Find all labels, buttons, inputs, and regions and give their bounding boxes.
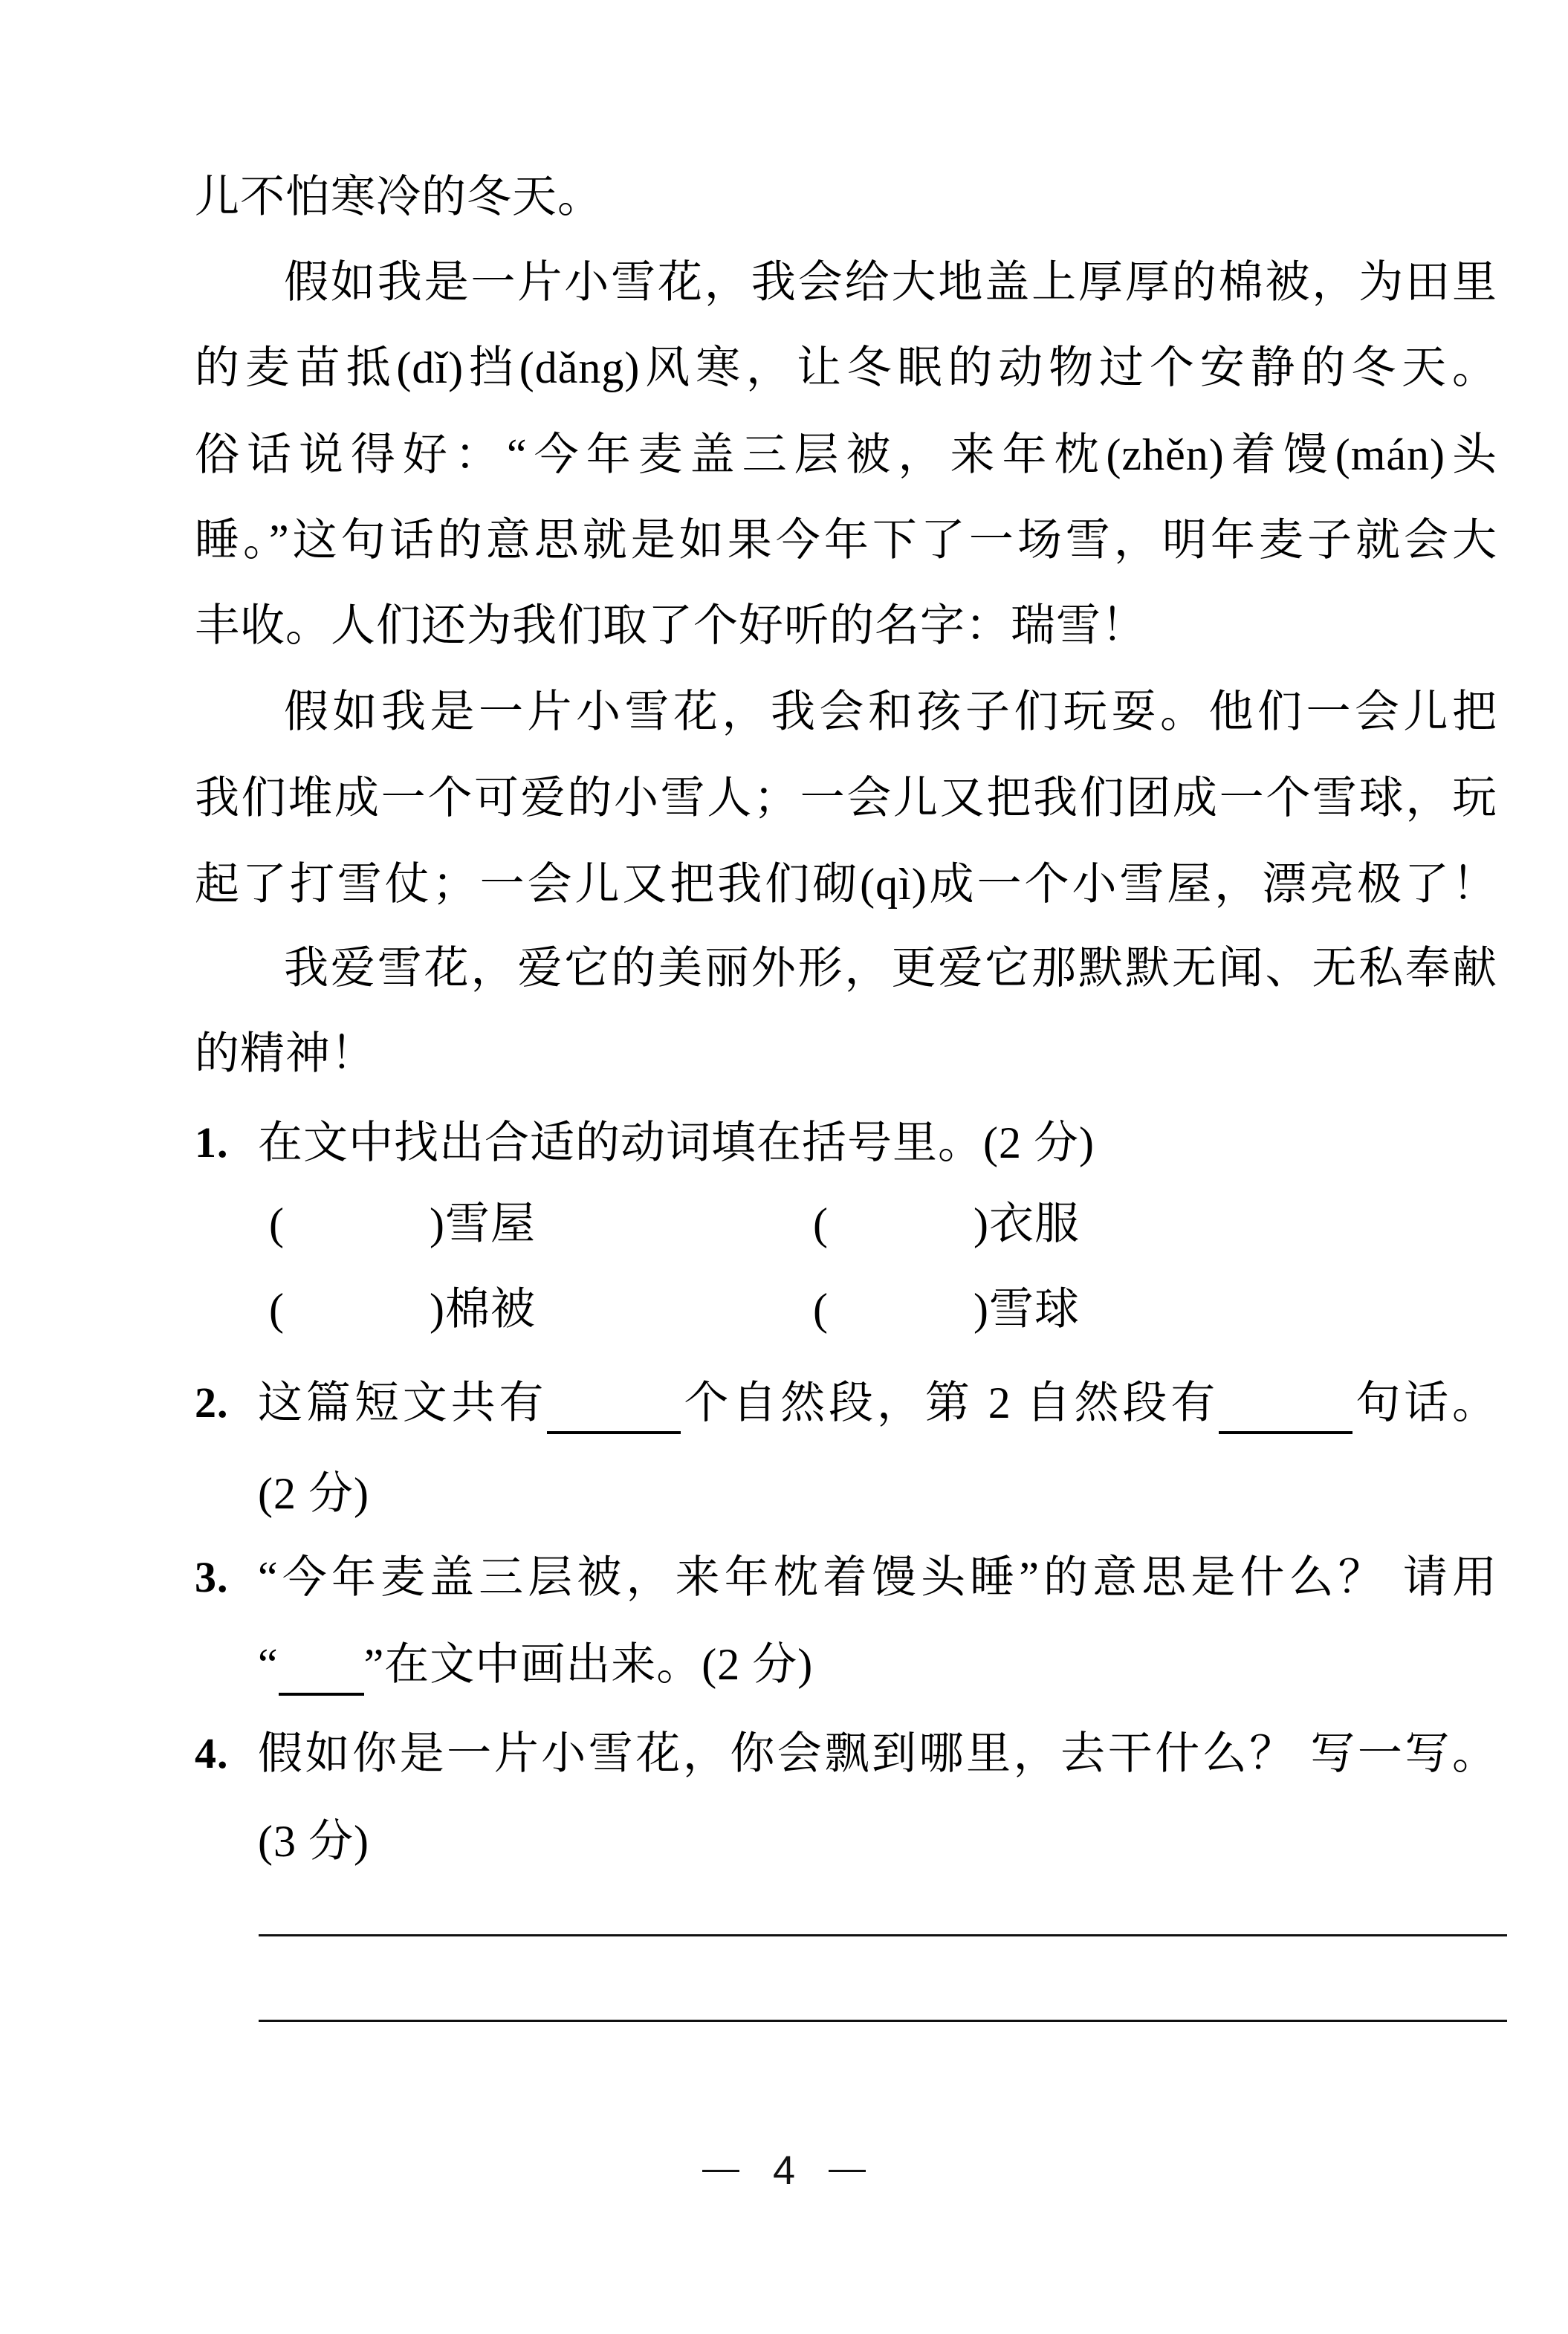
quote-mark: ”	[363, 1640, 385, 1689]
paren-open: (	[269, 1285, 285, 1334]
paren-answer-item	[269, 1266, 813, 1352]
passage-line: 我爱雪花，爱它的美丽外形，更爱它那默默无闻、无私奉献	[284, 944, 1497, 993]
score-label: (3 分)	[258, 1817, 369, 1866]
paren-answer-row	[195, 1266, 1568, 1352]
text-block	[195, 0, 1497, 2334]
question-text: 假如你是一片小雪花，你会飘到哪里，去干什么？ 写一写。	[258, 1729, 1497, 1778]
paren-open: (	[813, 1199, 829, 1248]
passage-line: 的麦苗抵(dǐ)挡(dǎng)风寒，让冬眠的动物过个安静的冬天。	[195, 343, 1497, 392]
question-1	[195, 1100, 1497, 1186]
paren-close: )	[429, 1285, 445, 1334]
passage-line: 假如我是一片小雪花，我会和孩子们玩耍。他们一会儿把	[284, 687, 1497, 736]
question-text-part: 句话。	[1352, 1378, 1498, 1427]
paren-answer-item	[269, 1181, 813, 1267]
question-text	[258, 1360, 1497, 1446]
passage-line: 睡。”这句话的意思就是如果今年下了一场雪，明年麦子就会大	[195, 516, 1497, 565]
paren-item-label: 棉被	[444, 1285, 536, 1334]
passage-line: 的精神！	[195, 1029, 376, 1078]
passage-line: 起了打雪仗；一会儿又把我们砌(qì)成一个小雪屋，漂亮极了！	[195, 860, 1497, 909]
fill-blank	[1219, 1388, 1352, 1434]
question-4	[195, 1711, 1497, 1797]
question-2-score	[195, 1450, 1497, 1537]
question-number-spacer	[195, 1621, 258, 1708]
fill-blank	[547, 1388, 681, 1434]
question-number: 2.	[195, 1378, 229, 1427]
footer-dash-right	[829, 2170, 866, 2172]
paren-open: (	[813, 1285, 829, 1334]
question-number: 4.	[195, 1729, 229, 1777]
score-label: (2 分)	[258, 1469, 369, 1518]
page-footer	[0, 2145, 1568, 2197]
question-number: 1.	[195, 1118, 229, 1167]
question-number: 3.	[195, 1553, 229, 1601]
question-text: 在文中找出合适的动词填在括号里。(2 分)	[258, 1118, 1095, 1167]
passage-line: 丰收。人们还为我们取了个好听的名字：瑞雪！	[195, 601, 1147, 650]
question-3	[195, 1534, 1497, 1621]
question-text-part: 个自然段，第 2 自然段有	[681, 1378, 1219, 1427]
paren-item-label: 雪屋	[444, 1199, 536, 1248]
paren-item-label: 衣服	[988, 1199, 1080, 1248]
footer-dash-left	[702, 2170, 739, 2172]
paren-open: (	[269, 1199, 285, 1248]
question-text-part: 在文中画出来。(2 分)	[384, 1640, 814, 1689]
paren-answer-row	[195, 1181, 1568, 1267]
paren-close: )	[429, 1199, 445, 1248]
question-3-line-2	[195, 1621, 1497, 1708]
question-number-spacer	[195, 1450, 258, 1537]
answer-line	[259, 1934, 1507, 1936]
paren-answer-item	[813, 1181, 1080, 1267]
question-text-part: 这篇短文共有	[258, 1378, 548, 1427]
fill-blank	[279, 1650, 364, 1696]
paren-close: )	[973, 1199, 989, 1248]
question-text: “今年麦盖三层被，来年枕着馒头睡”的意思是什么？ 请用	[258, 1553, 1497, 1602]
question-number-spacer	[195, 1798, 258, 1884]
quote-mark: “	[258, 1640, 279, 1689]
paren-item-label: 雪球	[988, 1285, 1080, 1334]
passage-line: 假如我是一片小雪花，我会给大地盖上厚厚的棉被，为田里	[284, 258, 1497, 307]
question-2	[195, 1360, 1497, 1446]
question-4-score	[195, 1798, 1497, 1884]
answer-line	[259, 2020, 1507, 2022]
passage-line: 我们堆成一个可爱的小雪人；一会儿又把我们团成一个雪球，玩	[195, 774, 1497, 823]
paren-answer-item	[813, 1266, 1080, 1352]
page-number: 4	[772, 2148, 796, 2193]
passage-line: 儿不怕寒冷的冬天。	[195, 172, 603, 221]
paren-close: )	[973, 1285, 989, 1334]
question-text	[258, 1621, 1497, 1708]
passage-line: 俗话说得好：“今年麦盖三层被，来年枕(zhěn)着馒(mán)头	[195, 430, 1497, 479]
